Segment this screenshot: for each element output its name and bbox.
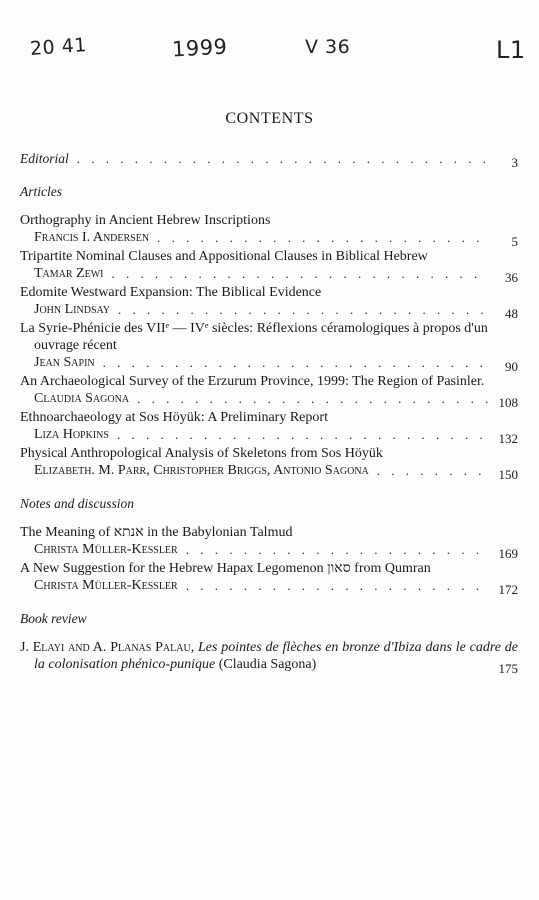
article-entry	[20, 284, 518, 321]
page-number: 5	[511, 234, 518, 249]
article-title: An Archaeological Survey of the Erzurum Province, 1999: The Region of Pasinler.	[20, 374, 485, 389]
leader-dots	[186, 541, 488, 558]
contents-list	[20, 150, 518, 675]
editorial-entry	[20, 150, 518, 170]
article-entry	[20, 409, 518, 446]
article-title: Orthography in Ancient Hebrew Inscriptions	[20, 213, 271, 228]
review-entry	[20, 639, 518, 676]
section-heading-notes: Notes and discussion	[20, 496, 135, 511]
note-entry	[20, 524, 518, 561]
article-author: Elizabeth. M. Parr, Christopher Briggs, Antonio Sagona	[34, 463, 369, 478]
editorial-label: Editorial	[20, 151, 69, 166]
page-title: CONTENTS	[225, 110, 314, 127]
page-number: 48	[505, 306, 518, 321]
article-entry	[20, 373, 518, 410]
article-title: Tripartite Nominal Clauses and Appositional Clauses in Biblical Hebrew	[20, 249, 428, 264]
note-author: Christa Müller-Kessler	[34, 578, 178, 593]
article-entry	[20, 248, 518, 285]
page-number: 132	[498, 431, 518, 446]
leader-dots	[118, 301, 488, 318]
article-entry	[20, 320, 518, 374]
review-book-authors: J. Elayi and A. Planas Palau,	[20, 640, 195, 655]
page-number: 3	[511, 155, 518, 170]
section-heading-articles: Articles	[20, 184, 62, 199]
page-number: 172	[498, 582, 518, 597]
leader-dots	[112, 265, 489, 282]
leader-dots	[117, 426, 488, 443]
article-author: Tamar Zewi	[34, 266, 104, 281]
handwritten-note-4: L1	[496, 36, 526, 64]
review-book-title: Les pointes de flèches en bronze d'Ibiza dans le cadre de la colonisation phénico-punique	[34, 640, 518, 672]
handwritten-note-3: V 36	[305, 36, 351, 58]
article-title: Edomite Westward Expansion: The Biblical Evidence	[20, 285, 322, 300]
article-author: John Lindsay	[34, 302, 111, 317]
article-title: La Syrie-Phénicie des VIIᵉ — IVᵉ siècles: Réflexions céramologiques à propos d'un ouvrage récent	[20, 321, 488, 353]
note-author: Christa Müller-Kessler	[34, 542, 178, 557]
page-number: 169	[498, 546, 518, 561]
leader-dots	[77, 150, 488, 167]
leader-dots	[377, 462, 488, 479]
handwritten-note-2: 1999	[171, 34, 229, 62]
note-title: A New Suggestion for the Hebrew Hapax Legomenon סאון from Qumran	[20, 561, 431, 576]
article-entry	[20, 445, 518, 482]
article-author: Jean Sapin	[34, 355, 95, 370]
page-number: 36	[505, 270, 518, 285]
note-entry	[20, 560, 518, 597]
leader-dots	[186, 577, 488, 594]
article-entry	[20, 212, 518, 249]
page-number: 175	[498, 661, 518, 676]
article-title: Ethnoarchaeology at Sos Höyük: A Preliminary Report	[20, 410, 328, 425]
page-number: 90	[505, 359, 518, 374]
leader-dots	[103, 354, 488, 371]
note-title: The Meaning of אנתא in the Babylonian Talmud	[20, 525, 293, 540]
leader-dots	[137, 390, 488, 407]
article-author: Liza Hopkins	[34, 427, 109, 442]
article-title: Physical Anthropological Analysis of Skeletons from Sos Höyük	[20, 446, 383, 461]
page-number: 150	[498, 467, 518, 482]
article-author: Francis I. Andersen	[34, 230, 150, 245]
leader-dots	[157, 229, 488, 246]
review-reviewer: (Claudia Sagona)	[218, 657, 317, 672]
page-number: 108	[498, 395, 518, 410]
article-author: Claudia Sagona	[34, 391, 130, 406]
section-heading-review: Book review	[20, 611, 87, 626]
handwritten-note-1: 20 41	[29, 34, 88, 60]
